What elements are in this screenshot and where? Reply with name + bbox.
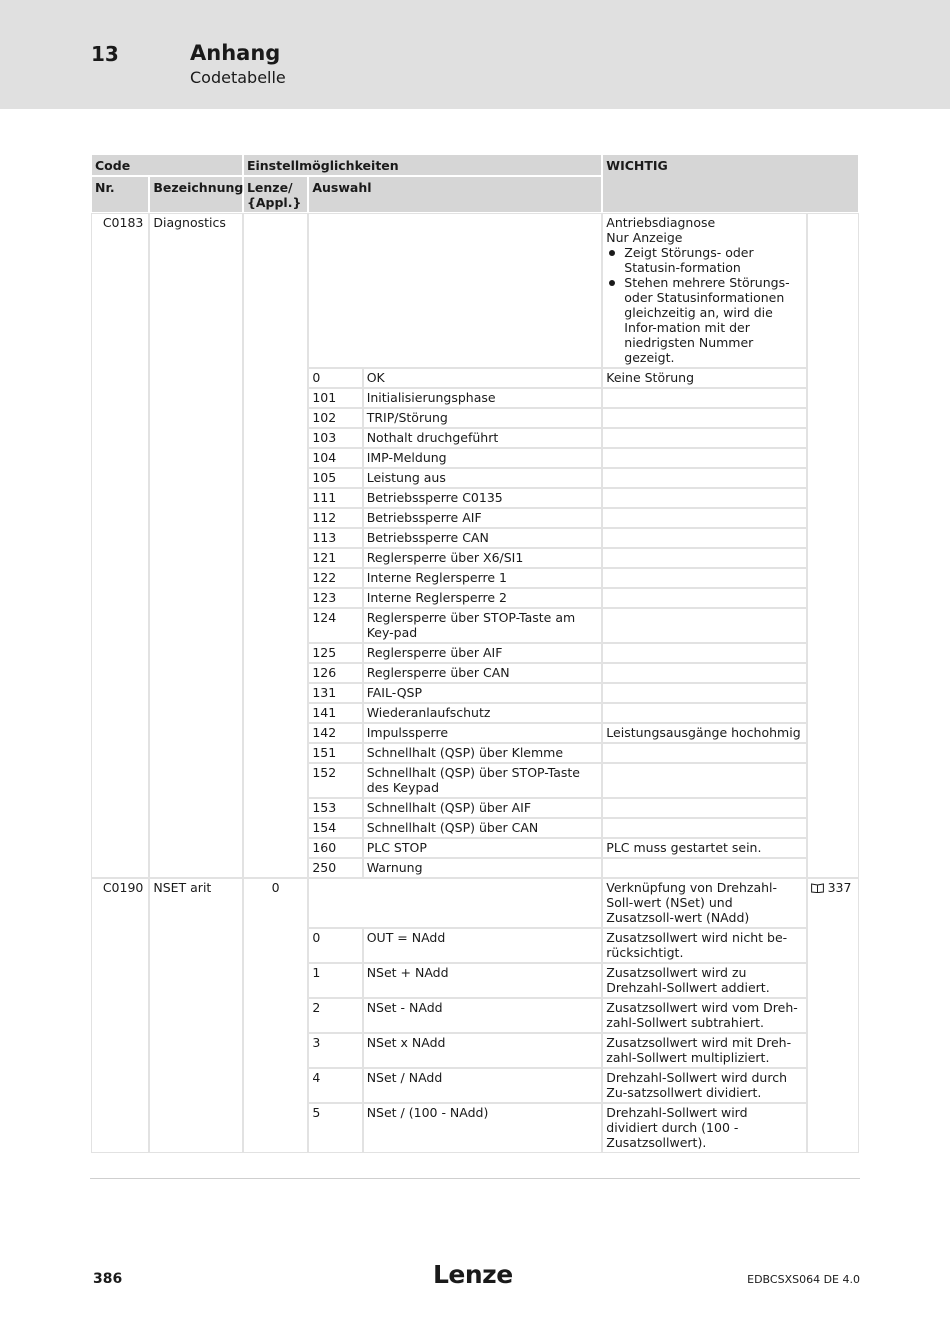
reference-cell (808, 879, 858, 1152)
header-auswahl: Auswahl (309, 177, 601, 212)
selection-note: Drehzahl-Sollwert wird dividiert durch (100 - Zusatzsollwert). (603, 1104, 805, 1152)
selection-note (603, 704, 805, 722)
selection-value: 4 (309, 1069, 361, 1102)
info-line: Antriebsdiagnose (606, 215, 716, 230)
selection-label: Wiederanlaufschutz (364, 704, 602, 722)
selection-note (603, 569, 805, 587)
header-bezeichnung: Bezeichnung (150, 177, 242, 212)
selection-value: 122 (309, 569, 361, 587)
selection-value: 103 (309, 429, 361, 447)
selection-note (603, 409, 805, 427)
selection-value: 112 (309, 509, 361, 527)
selection-value: 101 (309, 389, 361, 407)
selection-value: 125 (309, 644, 361, 662)
selection-note (603, 549, 805, 567)
selection-note (603, 389, 805, 407)
info-bullet: Stehen mehrere Störungs- oder Statusinformationen gleichzeitig an, wird die Infor-mation mit der niedrigsten Nummer gezeigt. (606, 275, 802, 365)
selection-label: NSet + NAdd (364, 964, 602, 997)
document-id: EDBCSXS064 DE 4.0 (747, 1273, 860, 1286)
selection-note (603, 799, 805, 817)
selection-value: 104 (309, 449, 361, 467)
code-name: Diagnostics (150, 214, 242, 877)
selection-note (603, 609, 805, 642)
selection-note (603, 589, 805, 607)
selection-note: Drehzahl-Sollwert wird durch Zu-satzsollwert dividiert. (603, 1069, 805, 1102)
selection-empty (309, 879, 601, 927)
table-row (92, 879, 858, 927)
lenze-logo: Lenze (433, 1260, 513, 1289)
selection-note (603, 509, 805, 527)
selection-value: 102 (309, 409, 361, 427)
chapter-title: Anhang (190, 41, 281, 65)
selection-label: Schnellhalt (QSP) über Klemme (364, 744, 602, 762)
header-nr: Nr. (92, 177, 148, 212)
selection-note: Zusatzsollwert wird zu Drehzahl-Sollwert addiert. (603, 964, 805, 997)
selection-note (603, 859, 805, 877)
selection-note (603, 529, 805, 547)
selection-label: NSet x NAdd (364, 1034, 602, 1067)
info-line: Nur Anzeige (606, 230, 683, 245)
selection-label: Reglersperre über AIF (364, 644, 602, 662)
selection-note: PLC muss gestartet sein. (603, 839, 805, 857)
info-bullet: Zeigt Störungs- oder Statusin-formation (606, 245, 802, 275)
selection-label: Warnung (364, 859, 602, 877)
selection-note: Zusatzsollwert wird vom Dreh-zahl-Sollwert subtrahiert. (603, 999, 805, 1032)
selection-note (603, 469, 805, 487)
selection-value: 153 (309, 799, 361, 817)
selection-value: 124 (309, 609, 361, 642)
selection-label: Reglersperre über STOP-Taste am Key-pad (364, 609, 602, 642)
selection-value: 3 (309, 1034, 361, 1067)
selection-label: Interne Reglersperre 1 (364, 569, 602, 587)
selection-note (603, 644, 805, 662)
selection-value: 121 (309, 549, 361, 567)
page-reference: 337 (827, 880, 852, 895)
selection-label: Betriebssperre C0135 (364, 489, 602, 507)
selection-label: Schnellhalt (QSP) über CAN (364, 819, 602, 837)
selection-label: Leistung aus (364, 469, 602, 487)
code-lenze: 0 (244, 879, 307, 1152)
selection-value: 141 (309, 704, 361, 722)
header-code: Code (92, 155, 242, 175)
reference-cell (808, 214, 858, 877)
section-title: Codetabelle (190, 68, 286, 87)
selection-note: Leistungsausgänge hochohmig (603, 724, 805, 742)
selection-label: Interne Reglersperre 2 (364, 589, 602, 607)
code-lenze (244, 214, 307, 877)
selection-label: Betriebssperre AIF (364, 509, 602, 527)
selection-label: Reglersperre über CAN (364, 664, 602, 682)
selection-value: 0 (309, 369, 361, 387)
header-einstellmoeglichkeiten: Einstellmöglichkeiten (244, 155, 601, 175)
selection-label: FAIL-QSP (364, 684, 602, 702)
selection-note (603, 489, 805, 507)
header-wichtig: WICHTIG (603, 155, 858, 212)
selection-value: 131 (309, 684, 361, 702)
selection-value: 123 (309, 589, 361, 607)
selection-note: Zusatzsollwert wird mit Dreh-zahl-Sollwert multipliziert. (603, 1034, 805, 1067)
selection-value: 151 (309, 744, 361, 762)
code-table (90, 153, 860, 1154)
selection-label: OK (364, 369, 602, 387)
selection-note (603, 449, 805, 467)
selection-label: Impulssperre (364, 724, 602, 742)
selection-label: TRIP/Störung (364, 409, 602, 427)
table-bottom-rule (90, 1178, 860, 1179)
selection-value: 113 (309, 529, 361, 547)
selection-label: OUT = NAdd (364, 929, 602, 962)
selection-label: Reglersperre über X6/SI1 (364, 549, 602, 567)
info-cell: Verknüpfung von Drehzahl-Soll-wert (NSet) und Zusatzsoll-wert (NAdd) (603, 879, 805, 927)
selection-note (603, 429, 805, 447)
selection-value: 152 (309, 764, 361, 797)
selection-label: IMP-Meldung (364, 449, 602, 467)
selection-value: 1 (309, 964, 361, 997)
selection-label: Initialisierungsphase (364, 389, 602, 407)
table-row (92, 214, 858, 367)
selection-label: NSet / NAdd (364, 1069, 602, 1102)
selection-value: 126 (309, 664, 361, 682)
chapter-number: 13 (91, 42, 119, 66)
selection-value: 160 (309, 839, 361, 857)
selection-value: 111 (309, 489, 361, 507)
selection-note (603, 744, 805, 762)
selection-note (603, 684, 805, 702)
selection-label: Schnellhalt (QSP) über AIF (364, 799, 602, 817)
book-icon (811, 883, 824, 893)
selection-value: 154 (309, 819, 361, 837)
selection-empty (309, 214, 601, 367)
page-number: 386 (93, 1271, 123, 1287)
info-cell (603, 214, 805, 367)
code-nr: C0183 (92, 214, 148, 877)
selection-note (603, 819, 805, 837)
selection-value: 5 (309, 1104, 361, 1152)
code-name: NSET arit (150, 879, 242, 1152)
selection-label: NSet - NAdd (364, 999, 602, 1032)
selection-note (603, 664, 805, 682)
selection-label: Nothalt druchgeführt (364, 429, 602, 447)
info-bullet-list (606, 245, 802, 365)
chapter-header-band (0, 0, 950, 109)
selection-note: Zusatzsollwert wird nicht be-rücksichtigt. (603, 929, 805, 962)
selection-label: PLC STOP (364, 839, 602, 857)
selection-value: 0 (309, 929, 361, 962)
selection-value: 2 (309, 999, 361, 1032)
selection-value: 105 (309, 469, 361, 487)
selection-value: 142 (309, 724, 361, 742)
code-nr: C0190 (92, 879, 148, 1152)
selection-label: Betriebssperre CAN (364, 529, 602, 547)
selection-label: NSet / (100 - NAdd) (364, 1104, 602, 1152)
selection-value: 250 (309, 859, 361, 877)
selection-note: Keine Störung (603, 369, 805, 387)
selection-note (603, 764, 805, 797)
header-lenze: Lenze/ {Appl.} (244, 177, 307, 212)
selection-label: Schnellhalt (QSP) über STOP-Taste des Keypad (364, 764, 602, 797)
